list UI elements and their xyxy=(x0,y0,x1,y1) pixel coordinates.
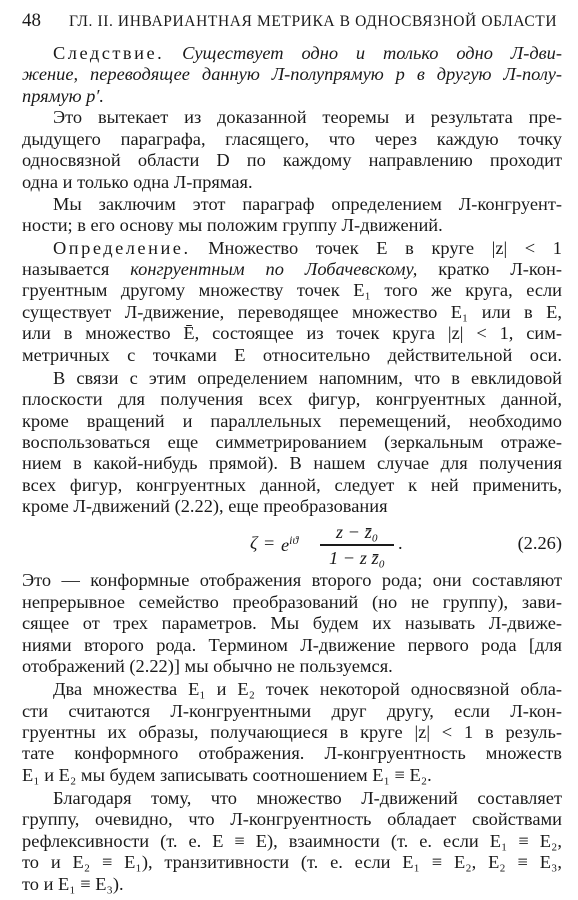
para1-line-2: дыдущего параграфа, гласящего, что через каждую точку xyxy=(22,128,562,149)
para6-line-1: Благодаря тому, что множество Л-движений составляет xyxy=(53,787,562,808)
definition-line-6: метричных с точками E относительно действительной оси. xyxy=(22,344,562,365)
formula-period: . xyxy=(398,533,403,554)
para5-line-4: тате конформного отображения. Л-конгруентность множеств xyxy=(22,743,562,764)
para6-line-4: то и E₂ ≡ E₁), транзитивности (т. е. если E₁ ≡ E₂, E₂ ≡ E₃, xyxy=(22,852,562,873)
running-title: ГЛ. II. ИНВАРИАНТНАЯ МЕТРИКА В ОДНОСВЯЗНОЙ ОБЛАСТИ xyxy=(69,13,558,30)
definition-label: Определение. xyxy=(53,237,191,258)
corollary-line-3: прямую p′. xyxy=(22,85,104,106)
fraction-bar xyxy=(320,544,394,545)
para3-line-3: кроме вращений и параллельных перемещений, необходимо xyxy=(22,410,562,431)
formula-fraction xyxy=(320,521,394,568)
definition-term: конгруентным по Лобачевскому, xyxy=(130,258,418,279)
para4-line-5: отображений (2.22)] мы обычно не пользуемся. xyxy=(22,656,393,676)
formula-2-26 xyxy=(22,521,562,569)
corollary-line-2: жение, переводящее данную Л-полупрямую p в другую Л-полу- xyxy=(22,64,562,85)
para3-line-4: воспользоваться еще симметрированием (зеркальным отраже- xyxy=(22,431,562,452)
para1-line-1: Это вытекает из доказанной теоремы и результата пре- xyxy=(53,107,562,128)
para5-line-1: Два множества E₁ и E₂ точек некоторой односвязной обла- xyxy=(53,679,562,700)
para3-line-7: кроме Л-движений (2.22), еще преобразования xyxy=(22,496,388,517)
para3-line-6: всех фигур, конгруентных данной, следует к ней применить, xyxy=(22,474,562,495)
para5-line-3: груентны их образы, получающиеся в круге |z| < 1 в резуль- xyxy=(22,722,562,742)
para2-line-1: Мы заключим этот параграф определением Л-конгруент- xyxy=(53,193,562,214)
equation-number: (2.26) xyxy=(517,533,562,554)
formula-lhs: ζ xyxy=(250,533,258,554)
para4-line-2: непрерывное семейство преобразований (но не группу), зави- xyxy=(22,591,562,612)
definition-line-4: существует Л-движение, переводящее множество E₁ или в E, xyxy=(22,301,562,322)
definition-line-2: называется конгруентным по Лобачевскому, кратко Л-кон- xyxy=(22,258,562,279)
formula-denominator: 1 − z z̄₀ xyxy=(328,547,386,568)
formula-equals: = xyxy=(264,533,275,554)
para3-line-2: плоскости для получения всех фигур, конгруентных данной, xyxy=(22,389,562,410)
para1-line-4: одна и только одна Л-прямая. xyxy=(22,171,253,192)
para5-line-2: сти считаются Л-конгруентными друг другу, если Л-кон- xyxy=(22,700,562,721)
corollary-label: Следствие. xyxy=(53,43,165,63)
para3-line-1: В связи с этим определением напомним, что в евклидовой xyxy=(53,367,562,388)
page-number: 48 xyxy=(22,10,41,31)
definition-line-5: или в множество Ē, состоящее из точек круга |z| < 1, сим- xyxy=(22,323,562,344)
para1-line-3: односвязной области D по каждому направлению проходит xyxy=(22,150,562,171)
para4-line-4: ниями второго рода. Термином Л-движение первого рода [для xyxy=(22,634,562,655)
para4-line-1: Это — конформные отображения второго рода; они составляют xyxy=(22,570,562,591)
para6-line-2: группу, очевидно, что Л-конгруентность обладает свойствами xyxy=(22,809,562,830)
para6-line-3: рефлексивности (т. е. E ≡ E), взаимности (т. е. если E₁ ≡ E₂, xyxy=(22,830,562,851)
page-header xyxy=(22,10,562,34)
definition-line-1: Определение. Множество точек E в круге |z| < 1 xyxy=(53,237,562,258)
para5-line-5: E₁ и E₂ мы будем записывать соотношением E₁ ≡ E₂. xyxy=(22,764,432,785)
para4-line-3: сящее от трех параметров. Мы будем их называть Л-движе- xyxy=(22,613,562,634)
para2-line-2: ности; в его основу мы положим группу Л-движений. xyxy=(22,215,443,236)
para6-line-5: то и E₁ ≡ E₃). xyxy=(22,873,124,894)
definition-line-3: груентным другому множеству точек E₁ того же круга, если xyxy=(22,280,562,301)
para3-line-5: нием в какой-нибудь прямой). В нашем случае для получения xyxy=(22,453,562,474)
corollary-line-1: Следствие. Существует одно и только одно Л-дви- xyxy=(53,43,562,63)
formula-numerator: z − z̄₀ xyxy=(335,522,379,543)
formula-exponential: $e^{iϑ}$ xyxy=(281,533,299,556)
